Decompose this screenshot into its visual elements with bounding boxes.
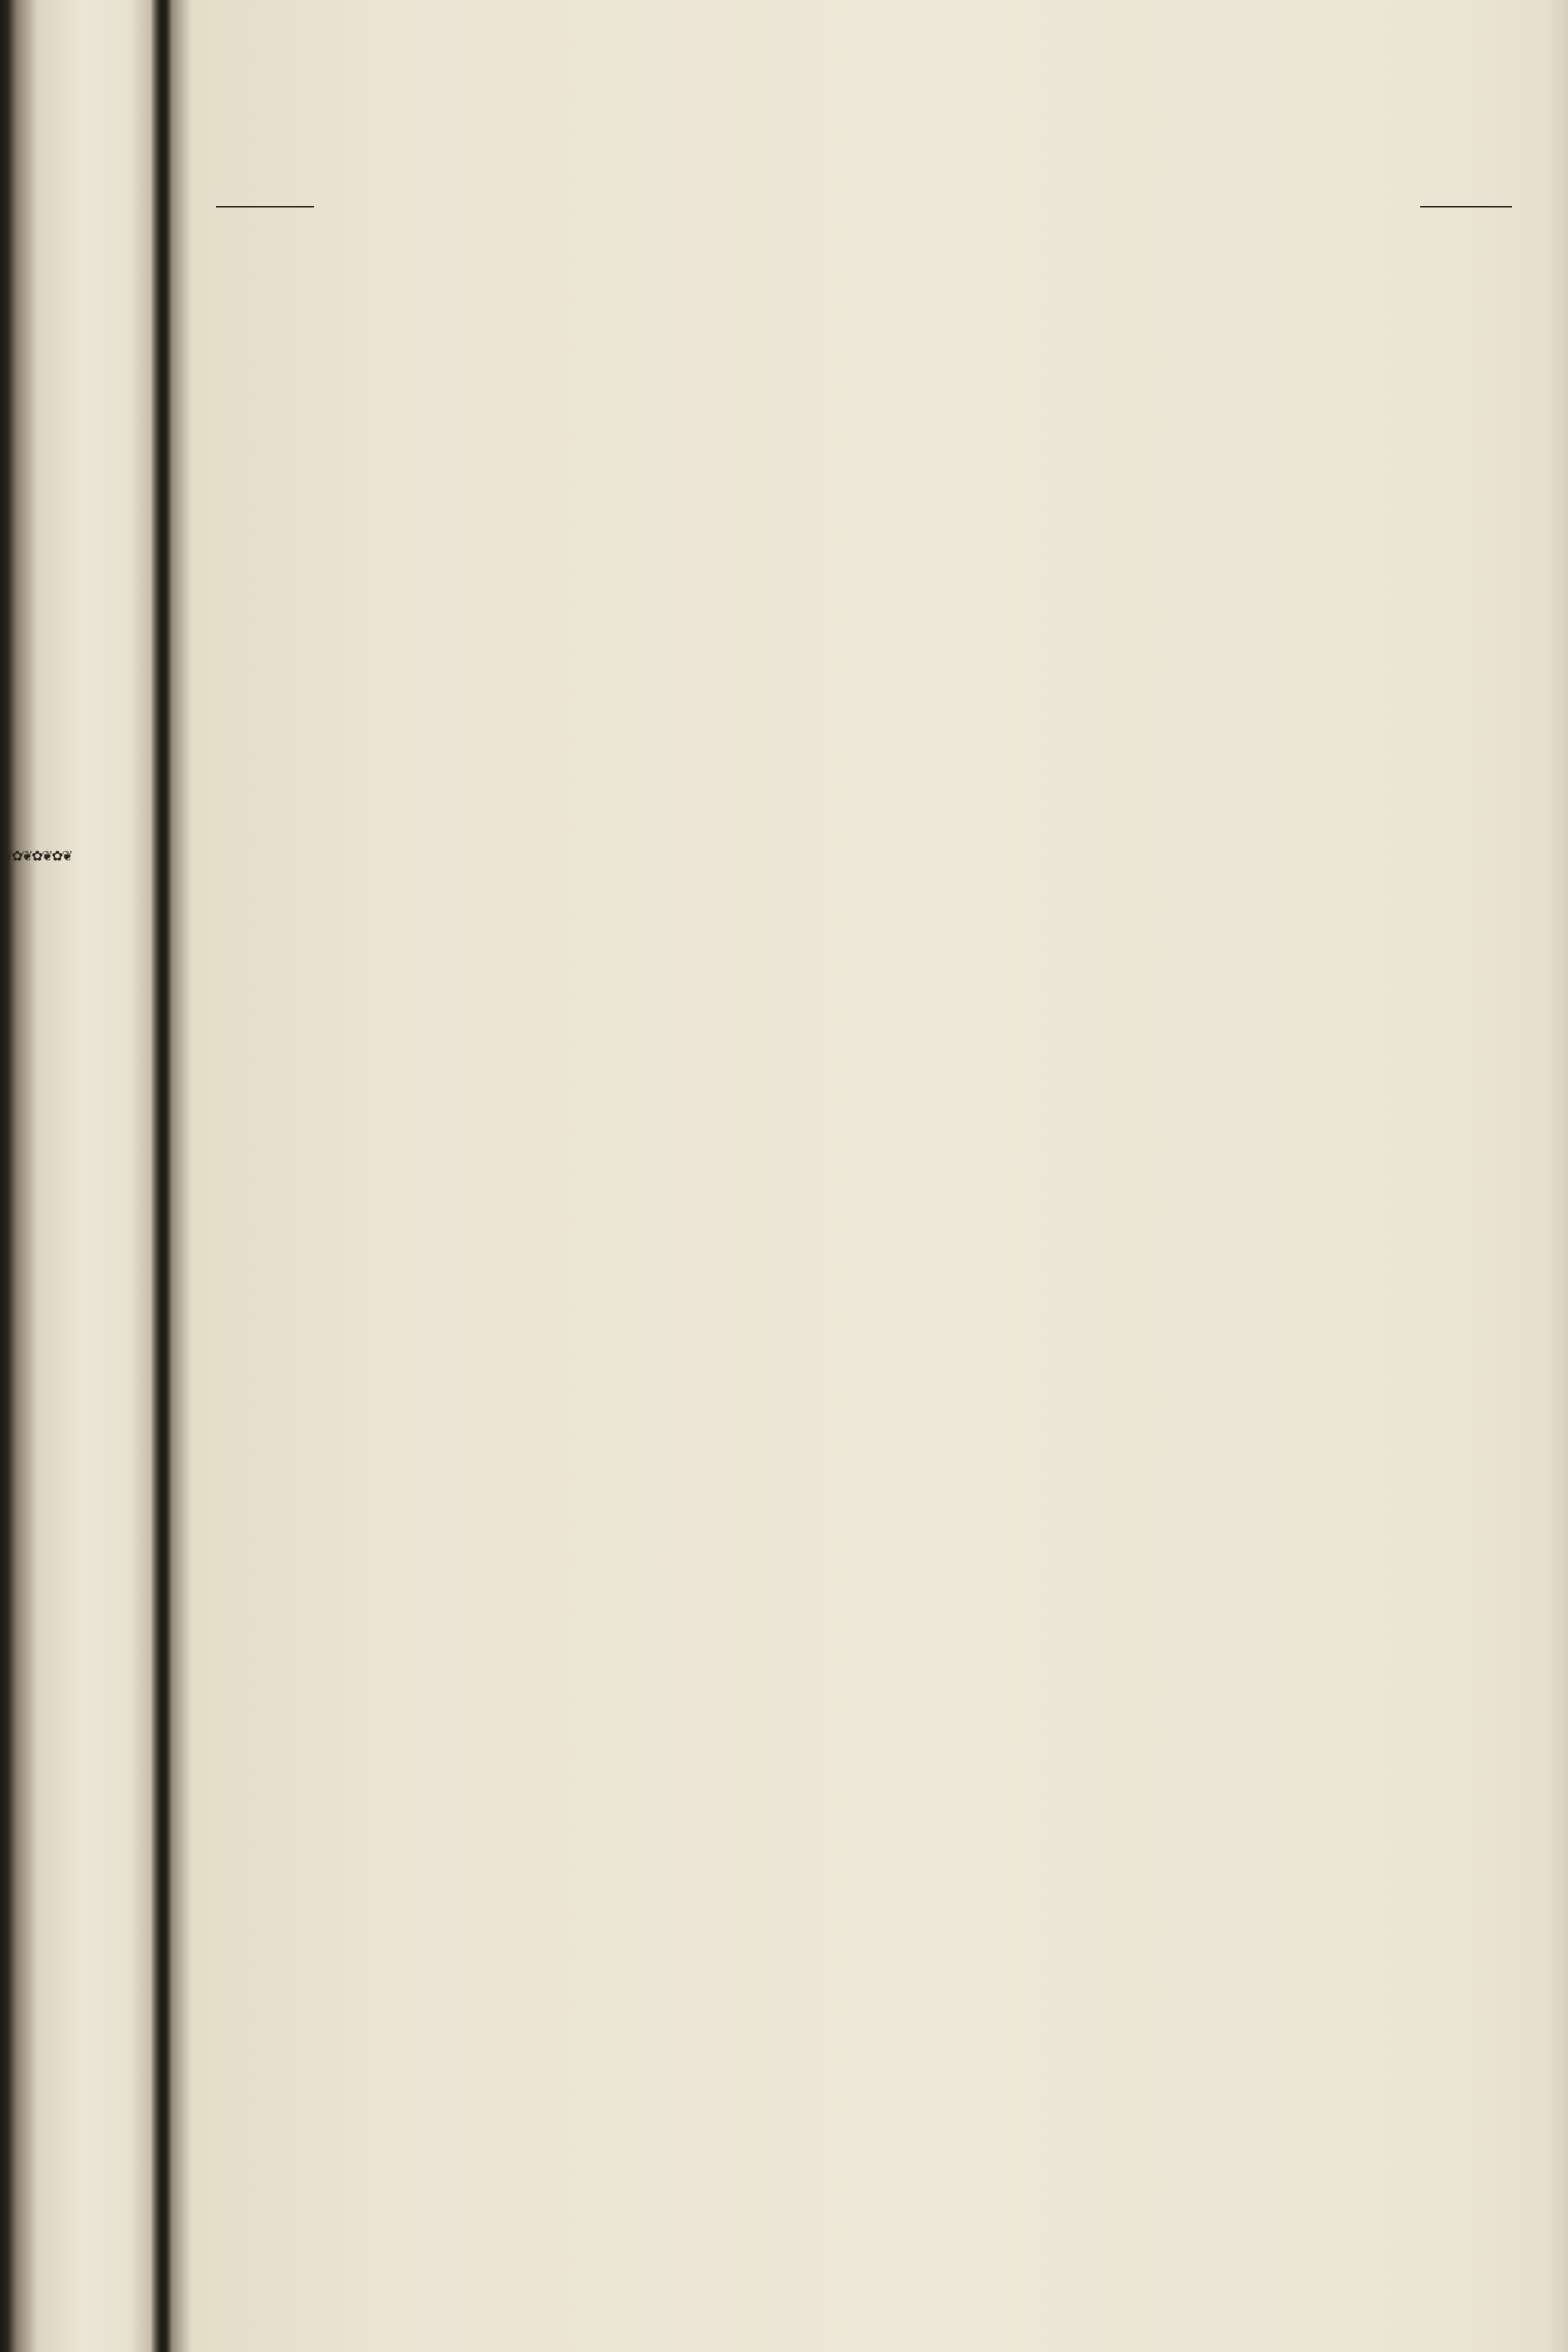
year-margin-left — [216, 208, 314, 213]
year-margin-right — [1420, 208, 1512, 213]
book-gutter — [152, 0, 172, 2352]
margin-rule — [216, 206, 314, 207]
running-head-left — [488, 147, 565, 150]
ornament-band: ❦✿❦✿❦✿❦ — [2, 848, 72, 864]
margin-rule — [1420, 206, 1512, 207]
